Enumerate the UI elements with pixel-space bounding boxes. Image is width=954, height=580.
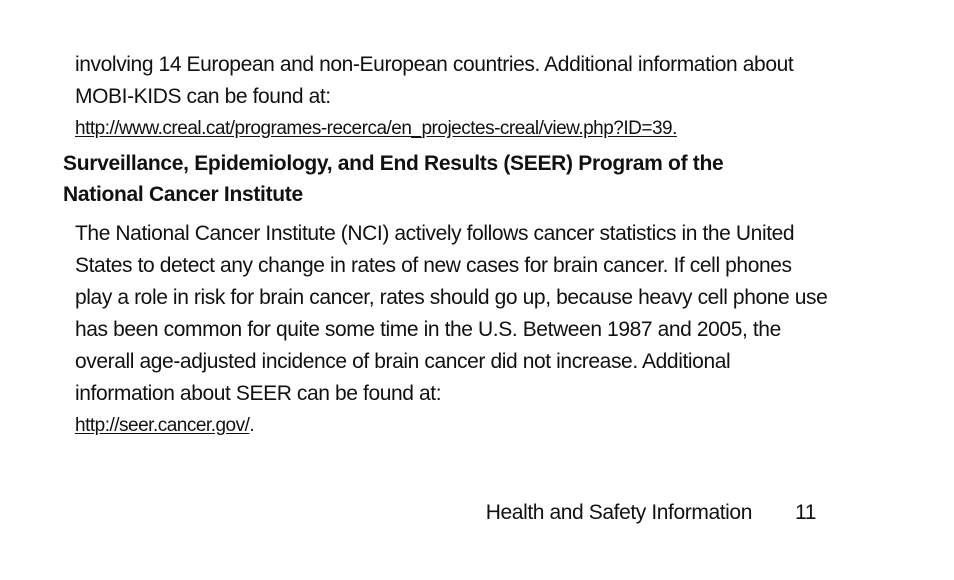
paragraph-line: The National Cancer Institute (NCI) actively follows cancer statistics in the United: [75, 222, 795, 245]
paragraph-line: has been common for quite some time in the U.S. Between 1987 and 2005, the: [75, 318, 781, 341]
seer-paragraph: [75, 218, 875, 442]
footer-section-title: Health and Safety Information: [485, 501, 752, 524]
heading-line: Surveillance, Epidemiology, and End Results (SEER) Program of the: [63, 152, 724, 175]
link-suffix: .: [249, 415, 255, 436]
seer-link[interactable]: http://seer.cancer.gov/: [75, 415, 250, 436]
link-line: [75, 113, 875, 145]
page-number: 11: [795, 501, 816, 524]
mobi-kids-link[interactable]: http://www.creal.cat/programes-recerca/en_projectes-creal/view.php?ID=39.: [75, 118, 677, 139]
paragraph-line: MOBI-KIDS can be found at:: [75, 85, 331, 108]
heading-line: National Cancer Institute: [63, 183, 303, 206]
paragraph-line: play a role in risk for brain cancer, rates should go up, because heavy cell phone use: [75, 286, 828, 309]
mobi-kids-paragraph: [75, 49, 875, 145]
page-footer: [0, 497, 954, 529]
link-line: [75, 410, 875, 442]
paragraph-line: involving 14 European and non-European countries. Additional information about: [75, 53, 794, 76]
paragraph-line: States to detect any change in rates of new cases for brain cancer. If cell phones: [75, 254, 792, 277]
paragraph-line: overall age-adjusted incidence of brain cancer did not increase. Additional: [75, 350, 731, 373]
paragraph-line: information about SEER can be found at:: [75, 382, 442, 405]
seer-heading: [63, 148, 883, 210]
